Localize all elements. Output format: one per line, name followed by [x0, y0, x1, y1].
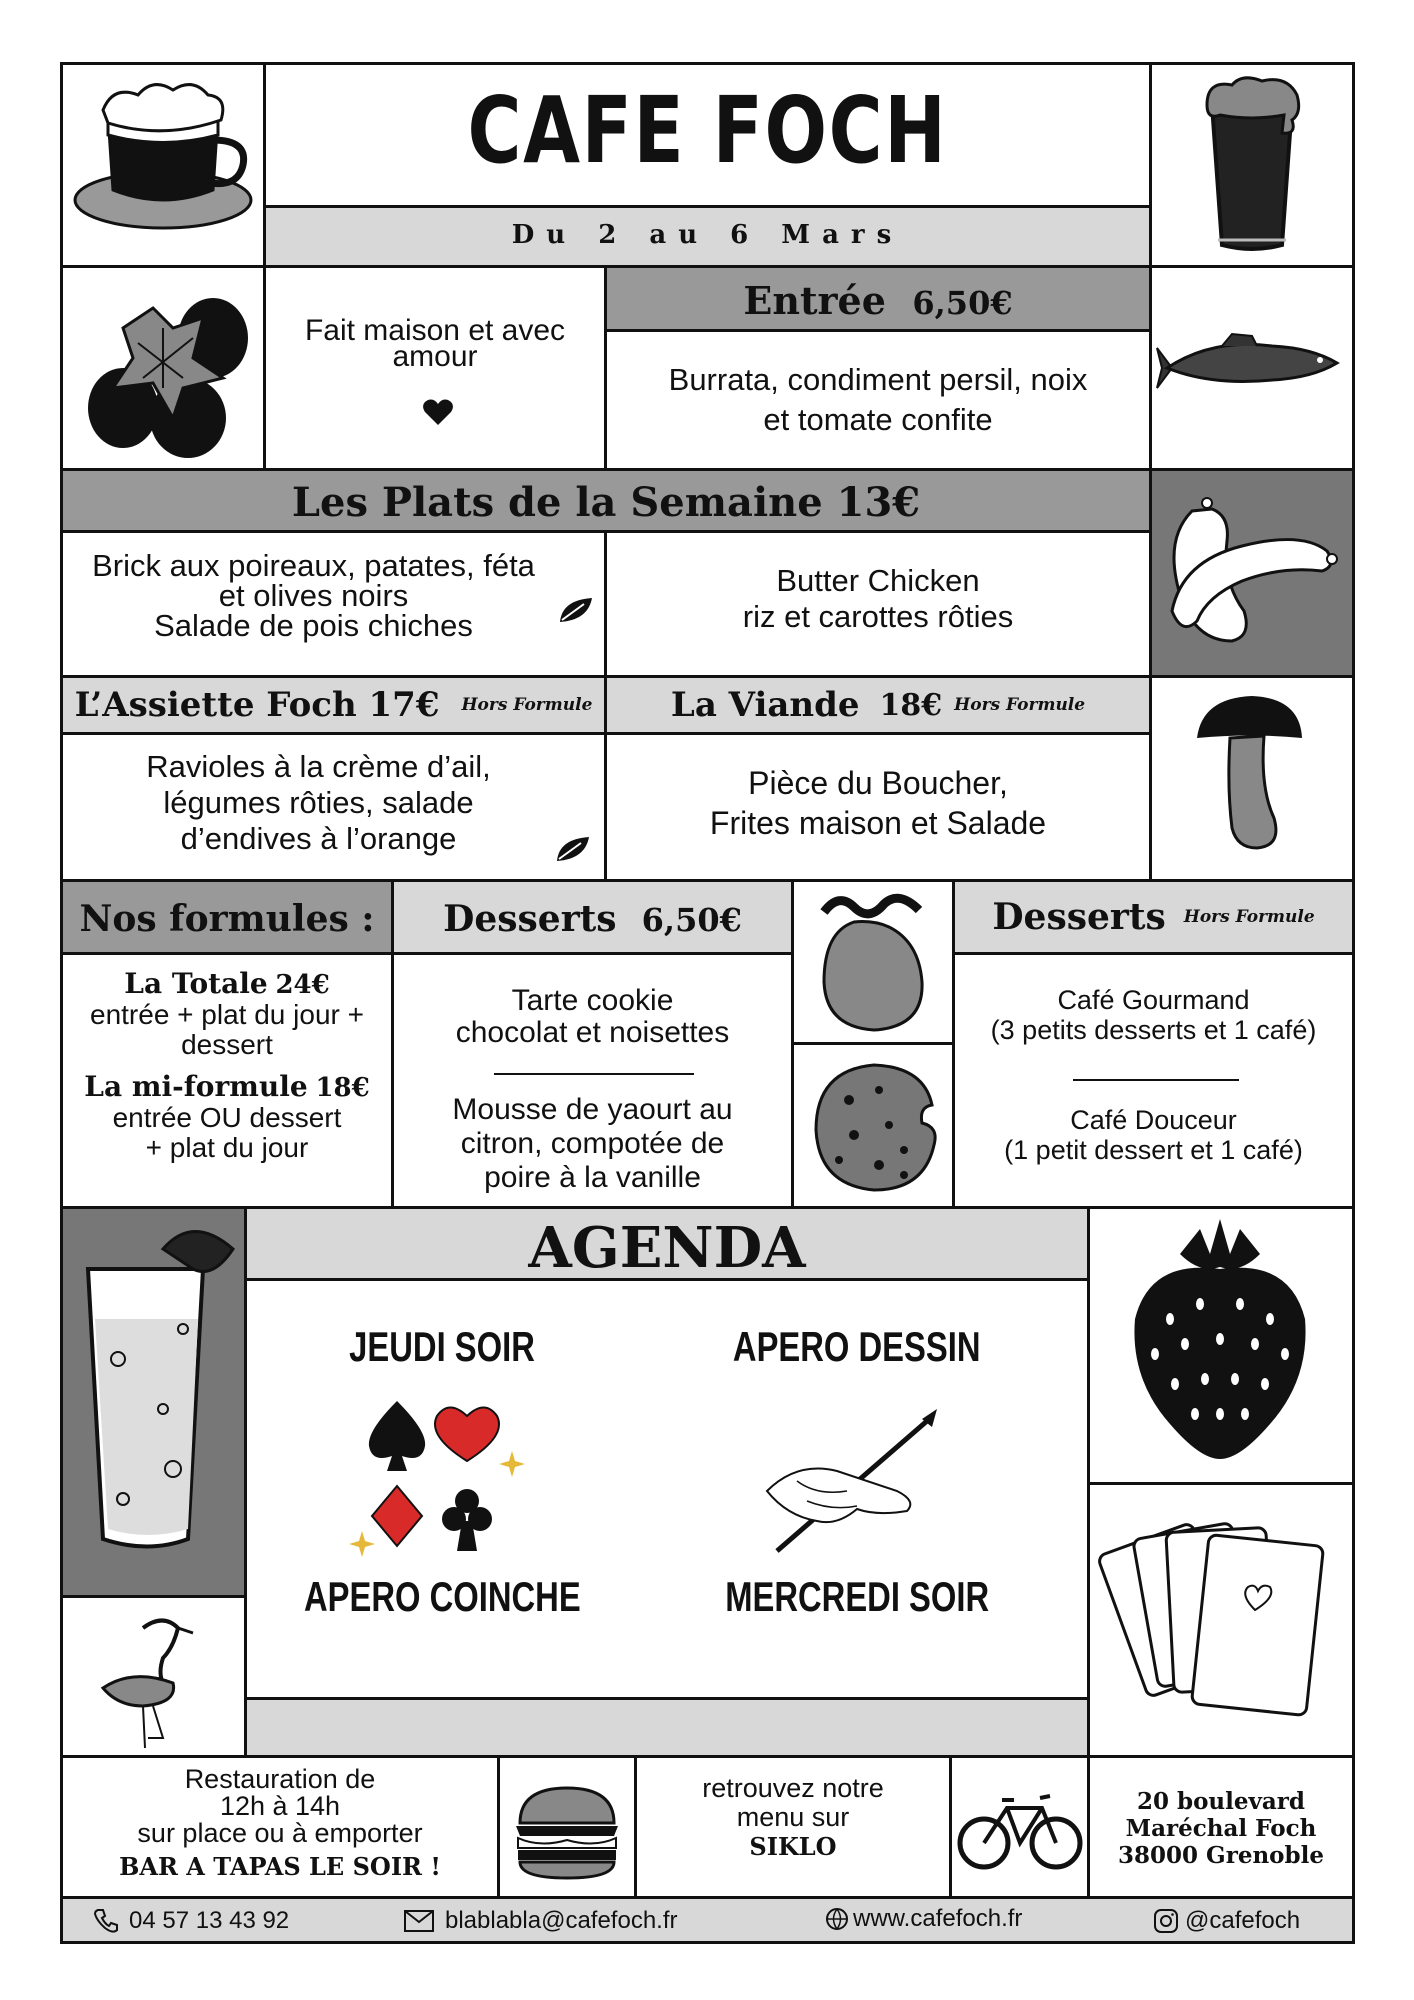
hours-line1: Restauration de [184, 1764, 376, 1794]
cookie-icon [794, 1045, 954, 1205]
cafe-douceur-desc: (1 petit dessert et 1 café) [1004, 1135, 1303, 1165]
bicycle-icon [952, 1758, 1088, 1896]
drawing-hand-icon [757, 1401, 957, 1561]
f1-line2: dessert [181, 1029, 273, 1060]
plat1-line2: et olives noirs [218, 578, 409, 613]
cafe-douceur: Café Douceur [1070, 1105, 1237, 1135]
coffee-cell [60, 62, 266, 268]
fish-cell [1149, 265, 1355, 471]
viande-line1: Pièce du Boucher, [748, 765, 1008, 801]
mushroom-icon [1152, 678, 1352, 878]
hours-cell [60, 1755, 500, 1899]
f1-price: 24€ [275, 970, 330, 1000]
desserts-title: Desserts [443, 898, 617, 940]
instagram-icon [1153, 1908, 1179, 1934]
f2-line1: entrée OU dessert [112, 1102, 342, 1133]
dessert-divider [494, 1073, 694, 1075]
viande-tag: Hors Formule [954, 695, 1086, 715]
assiette-body [60, 732, 607, 882]
event1-day: JEUDI SOIR [349, 1323, 535, 1370]
plat2-line2: riz et carottes rôties [742, 599, 1014, 634]
leaf-icon [555, 835, 591, 863]
desserts-body [391, 952, 794, 1209]
plat1-line1: Brick aux poireaux, patates, féta [92, 548, 535, 583]
address-line3: 38000 Grenoble [1118, 1842, 1324, 1869]
sausage-cell [1149, 468, 1355, 678]
viande-title: La Viande [670, 685, 860, 725]
plats-title: Les Plats de la Semaine 13€ [291, 479, 921, 526]
desserts-header [391, 879, 794, 955]
formules-body [60, 952, 394, 1209]
globe-icon [825, 1907, 849, 1931]
insta-item[interactable] [1153, 1907, 1300, 1935]
dessert1-line1: Tarte cookie [511, 984, 674, 1017]
assiette-line1: Ravioles à la crème d’ail, [146, 749, 491, 784]
burger-cell [497, 1755, 637, 1899]
burger-icon [500, 1758, 634, 1896]
siklo-name[interactable]: SIKLO [749, 1832, 837, 1861]
plat1-line3: Salade de pois chiches [154, 608, 473, 643]
cafe-gourmand: Café Gourmand [1057, 985, 1250, 1015]
viande-header [604, 675, 1152, 735]
f2-name: La mi-formule [84, 1070, 308, 1103]
hazelnut-cell [60, 265, 266, 471]
pear-icon [794, 882, 954, 1042]
agenda-body [244, 1278, 1090, 1700]
formules-title: Nos formules : [79, 898, 375, 940]
dessert2-line2: citron, compotée de [460, 1127, 725, 1160]
dessert-hf-divider [1073, 1079, 1239, 1081]
dessert2-line1: Mousse de yaourt au [452, 1093, 733, 1126]
cafe-logo: CAFE FOCH [467, 77, 948, 184]
footer-bar [60, 1896, 1355, 1944]
event2-name: APERO DESSIN [733, 1323, 981, 1370]
phone-text: 04 57 13 43 92 [129, 1907, 290, 1934]
flamingo-cell [60, 1595, 247, 1758]
agenda-header [244, 1206, 1090, 1281]
plat-1 [60, 530, 607, 678]
address-line2: Maréchal Foch [1125, 1815, 1317, 1842]
card-suits-icon [347, 1391, 527, 1571]
desserts-hf-tag: Hors Formule [1183, 907, 1315, 927]
coffee-cup-icon [63, 65, 263, 265]
leaf-icon [558, 596, 594, 624]
siklo-line1: retrouvez notre [702, 1773, 884, 1803]
desserts-hf-title: Desserts [992, 896, 1166, 938]
entree-line1: Burrata, condiment persil, noix [668, 362, 1088, 397]
siklo-cell [634, 1755, 952, 1899]
viande-body [604, 732, 1152, 882]
agenda-title: AGENDA [528, 1215, 806, 1281]
formules-header [60, 879, 394, 955]
agenda-footer-bar [244, 1697, 1090, 1758]
tapas-text: BAR A TAPAS LE SOIR ! [119, 1852, 441, 1881]
event2-day: MERCREDI SOIR [725, 1573, 989, 1620]
dates-text: Du 2 au 6 Mars [511, 220, 904, 250]
lemonade-cell [60, 1206, 247, 1598]
homemade-line2: amour [392, 340, 478, 373]
strawberry-icon [1090, 1209, 1350, 1479]
header-cell [263, 62, 1152, 208]
phone-item[interactable] [93, 1907, 289, 1935]
bicycle-cell [949, 1755, 1090, 1899]
address-line1: 20 boulevard [1137, 1788, 1305, 1815]
homemade-line1: Fait maison et avec [304, 314, 566, 347]
hours-line3: sur place ou à emporter [137, 1818, 423, 1848]
f1-name: La Totale [124, 967, 268, 1000]
beer-cell [1149, 62, 1355, 268]
plat2-line1: Butter Chicken [776, 563, 980, 598]
cafe-gourmand-desc: (3 petits desserts et 1 café) [990, 1015, 1317, 1045]
sausage-icon [1152, 471, 1352, 671]
desserts-price: 6,50€ [641, 901, 742, 939]
mail-icon [403, 1909, 435, 1933]
email-item[interactable] [403, 1907, 678, 1935]
hazelnut-icon [63, 268, 263, 468]
beer-glass-icon [1152, 65, 1352, 265]
lemonade-icon [63, 1209, 243, 1589]
fish-icon [1152, 268, 1352, 468]
entree-title: Entrée [743, 278, 886, 323]
viande-line2: Frites maison et Salade [709, 805, 1047, 841]
siklo-line2: menu sur [736, 1802, 850, 1832]
assiette-tag: Hors Formule [461, 695, 593, 715]
address-cell [1087, 1755, 1355, 1899]
entree-header [604, 265, 1152, 332]
mushroom-cell [1149, 675, 1355, 882]
assiette-title: L’Assiette Foch 17€ [74, 685, 440, 725]
dessert1-line2: chocolat et noisettes [455, 1016, 730, 1049]
assiette-line2: légumes rôties, salade [163, 785, 474, 820]
dessert2-line3: poire à la vanille [484, 1161, 701, 1194]
f2-line2: + plat du jour [145, 1132, 309, 1163]
desserts-hf-header [952, 879, 1355, 955]
web-text: www.cafefoch.fr [853, 1905, 1023, 1932]
web-item[interactable] [825, 1905, 1022, 1933]
assiette-line3: d’endives à l’orange [180, 821, 457, 856]
strawberry-cell [1087, 1206, 1355, 1485]
dates-bar [263, 205, 1152, 268]
insta-text: @cafefoch [1185, 1907, 1301, 1934]
phone-icon [93, 1908, 119, 1934]
desserts-hf-body [952, 952, 1355, 1209]
hours-line2: 12h à 14h [219, 1791, 341, 1821]
cards-cell [1087, 1482, 1355, 1758]
viande-price: 18€ [879, 687, 943, 723]
f2-price: 18€ [315, 1073, 370, 1103]
heart-icon [422, 398, 454, 426]
email-text: blablabla@cafefoch.fr [445, 1907, 678, 1934]
plat-2 [604, 530, 1152, 678]
entree-body [604, 329, 1152, 471]
cookie-cell [791, 1042, 955, 1209]
entree-line2: et tomate confite [763, 402, 993, 437]
pear-cell [791, 879, 955, 1045]
entree-price: 6,50€ [912, 284, 1013, 322]
f1-line1: entrée + plat du jour + [90, 999, 364, 1030]
plats-header [60, 468, 1152, 533]
homemade-cell [263, 265, 607, 471]
playing-cards-icon [1090, 1485, 1350, 1755]
flamingo-icon [63, 1598, 243, 1758]
event1-name: APERO COINCHE [303, 1573, 581, 1620]
assiette-header [60, 675, 607, 735]
